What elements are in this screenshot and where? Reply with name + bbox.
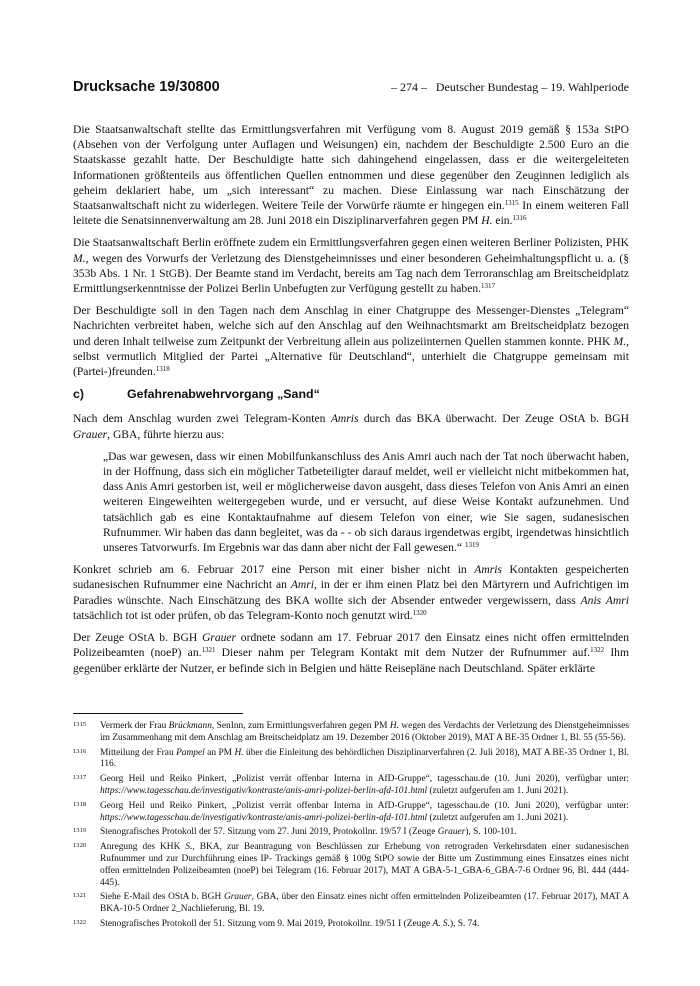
footnote-ref: 1322: [590, 646, 605, 655]
section-heading: c) Gefahrenabwehrvorgang „Sand“: [73, 387, 320, 402]
paragraph: Die Staatsanwaltschaft Berlin eröffnete zudem ein Ermittlungsverfahren gegen einen weiteren Berliner Polizisten, PHK M., wegen des Vorwurfs der Verletzung des Dienstgeheimnisses und einer besonderen Geheimhaltungspflicht u. a. (§ 353b Abs. 1 Nr. 1 StGB). Der Beamte stand im Verdacht, bereits am Tag nach dem Terroranschlag am Breitscheidplatz Ermittlungserkenntnisse der Polizei Berlin Unbefugten zur Verfügung gestellt zu haben.$^{1317}$: [73, 236, 629, 296]
document-number: Drucksache 19/30800: [73, 79, 220, 95]
publisher: Deutscher Bundestag – 19. Wahlperiode: [435, 80, 629, 94]
footnote-divider: [73, 713, 243, 714]
footnote: 1315 Vermerk der Frau Brückmann, SenInn, zum Ermittlungsverfahren gegen PM H. wegen des Verdachts der Verletzung des Dienstgeheimnisses im Zusammenhang mit dem Anschlag am Breitscheidplatz am 19. Dezember 2016 (Oktober 2019), MAT A BE-35 Ordner 1, Bl. 55 (55-56).: [73, 721, 629, 743]
footnote: 1320 Anregung des KHK S., BKA, zur Beantragung von Beschlüssen zur Erhebung von retrograden Verkehrsdaten einer sudanesischen Rufnummer und zur Durchführung eines IP- Trackings gemäß § 100g StPO sowie der Bitte um Zustimmung eines Einsatzes eines nicht offen ermittelnden Polizeibeamten (noeP) bei Telegram (16. Februar 2017), MAT A GBA-5-1_GBA-6_GBA-7-6 Ordner 96, Bl. 444 (444-445).: [73, 842, 629, 888]
footnote-ref: 1315: [504, 199, 519, 208]
footnote-ref: 1319: [464, 541, 479, 550]
paragraph: Die Staatsanwaltschaft stellte das Ermittlungsverfahren mit Verfügung vom 8. August 2019 gemäß § 153a StPO (Absehen von der Verfolgung unter Auflagen und Weisungen) ein, nachdem der Beschuldigte 2.500 Euro an die Staatskasse gezahlt hatte. Der Beschuldigte hatte sich dahingehend eingelassen, dass er die weitergeleiteten Informationen größtenteils aus öffentlichen Quellen entnommen und diese gegenüber den Zeuginnen lediglich als geheim deklariert habe, um „sich interessant“ zu machen. Diese Einlassung war nach Einschätzung der Staatsanwaltschaft nicht zu widerlegen. Weitere Teile der Vorwürfe räumte er hingegen ein.$^{1315}$ In einem weiteren Fall leitete die Senatsinnenverwaltung am 28. Juni 2018 ein Disziplinarverfahren gegen PM H. ein.$^{1316}$: [73, 123, 630, 228]
footnote-ref: 1321: [201, 646, 216, 655]
footnote-ref: 1318: [155, 365, 170, 374]
footnote: 1321 Siehe E-Mail des OStA b. BGH Grauer, GBA, über den Einsatz eines nicht offen ermittelnden Polizeibeamten (17. Februar 2017), MAT A BKA-10-5 Ordner 2_Nachlieferung, Bl. 19.: [73, 892, 629, 915]
footnote-ref: 1317: [481, 282, 496, 291]
footnote-link[interactable]: https://www.tagesschau.de/investigativ/kontraste/anis-amri-polizei-berlin-afd-101.html: [100, 785, 428, 796]
footnote: 1322 Stenografisches Protokoll der 51. Sitzung vom 9. Mai 2019, Protokollnr. 19/51 I (Zeuge A. S.), S. 74.: [73, 918, 480, 929]
footnote: 1319 Stenografisches Protokoll der 57. Sitzung vom 27. Juni 2019, Protokollnr. 19/57 I (Zeuge Grauer), S. 100-101.: [73, 827, 517, 838]
paragraph: Der Zeuge OStA b. BGH Grauer ordnete sodann am 17. Februar 2017 den Einsatz eines nicht offen ermittelnden Polizeibeamten (noeP) an.$^{1321}$ Dieser nahm per Telegram Kontakt mit dem Nutzer der Rufnummer auf.$^{1322}$ Ihm gegenüber erklärte der Nutzer, er befinde sich in Belgien und hätte Reisepläne nach Deutschland. Später erklärte: [73, 631, 630, 675]
footnote: 1318 Georg Heil und Reiko Pinkert, „Polizist verrät offenbar Interna in AfD-Gruppe“, tagesschau.de (10. Juni 2020), verfügbar unter: https://www.tagesschau.de/investigativ/kontraste/anis-amri-polizei-berlin-afd-101.html (zuletzt aufgerufen am 1. Juni 2021).: [73, 800, 629, 823]
paragraph: Der Beschuldigte soll in den Tagen nach dem Anschlag in einer Chatgruppe des Messenger-Dienstes „Telegram“ Nachrichten verbreitet haben, welche sich auf den Anschlag auf den Weihnachtsmarkt am Breitscheidplatz bezogen und deren Inhalt teilweise zum Zeitpunkt der Verbreitung allein aus polizeiinternen Quellen stammen konnte. PHK M., selbst vermutlich Mitglied der Partei „Alternative für Deutschland“, unterhielt die Chatgruppe gemeinsam mit (Partei-)freunden.$^{1318}$: [73, 304, 629, 379]
page-header: [73, 79, 629, 97]
footnote-ref: 1320: [412, 608, 427, 617]
page-number: – 274 –: [391, 80, 427, 94]
paragraph: Konkret schrieb am 6. Februar 2017 eine Person mit einer bisher nicht in Amris Kontakten gespeicherten sudanesischen Rufnummer eine Nachricht an Amri, in der er ihm einen Platz bei den Märtyrern und Aufrichtigen im Paradies wünschte. Nach Einschätzung des BKA wollte sich der Absender entweder vergewissern, dass Anis Amri tatsächlich tot ist oder prüfen, ob das Telegram-Konto noch genutzt wird.$^{1320}$: [73, 563, 629, 622]
footnote: 1316 Mitteilung der Frau Pampel an PM H. über die Einleitung des behördlichen Disziplinarverfahren (2. Juli 2018), MAT A BE-35 Ordner 1, Bl. 116.: [73, 747, 629, 770]
paragraph: Nach dem Anschlag wurden zwei Telegram-Konten Amris durch das BKA überwacht. Der Zeuge OStA b. BGH Grauer, GBA, führte hierzu aus:: [73, 412, 629, 441]
footnote-ref: 1316: [512, 214, 527, 223]
body-text: [73, 122, 629, 683]
footnote: 1317 Georg Heil und Reiko Pinkert, „Polizist verrät offenbar Interna in AfD-Gruppe“, tagesschau.de (10. Juni 2020), verfügbar unter: https://www.tagesschau.de/investigativ/kontraste/anis-amri-polizei-berlin-afd-101.html (zuletzt aufgerufen am 1. Juni 2021).: [73, 774, 629, 796]
block-quote: „Das war gewesen, dass wir einen Mobilfunkanschluss des Anis Amri auch nach der Tat noch überwacht haben, in der Hoffnung, dass sich ein möglicher Tatbeteiligter darauf meldet, weil er vielleicht nicht mitbekommen hat, dass Anis Amri gestorben ist, weil er möglicherweise davon ausgeht, dass dieses Telefon von Anis Amri an einen weiteren Eingeweihten weitergegeben wurde, und er versucht, auf diese Weise Kontakt aufzunehmen. Und tatsächlich gab es eine Kontaktaufnahme auf diesem Telefon von einer, wie Sie sagen, sudanesischen Rufnummer. Wir haben das dann begleitet, was da - - ob sich daraus irgendetwas ergibt, irgendetwas hinsichtlich unseres Tatvorwurfs. Im Ergebnis war das dann aber nicht der Fall gewesen.“ $^{1319}$: [103, 449, 629, 555]
footnote-link[interactable]: https://www.tagesschau.de/investigativ/kontraste/anis-amri-polizei-berlin-afd-101.html: [100, 812, 428, 823]
footnotes: [73, 721, 629, 934]
